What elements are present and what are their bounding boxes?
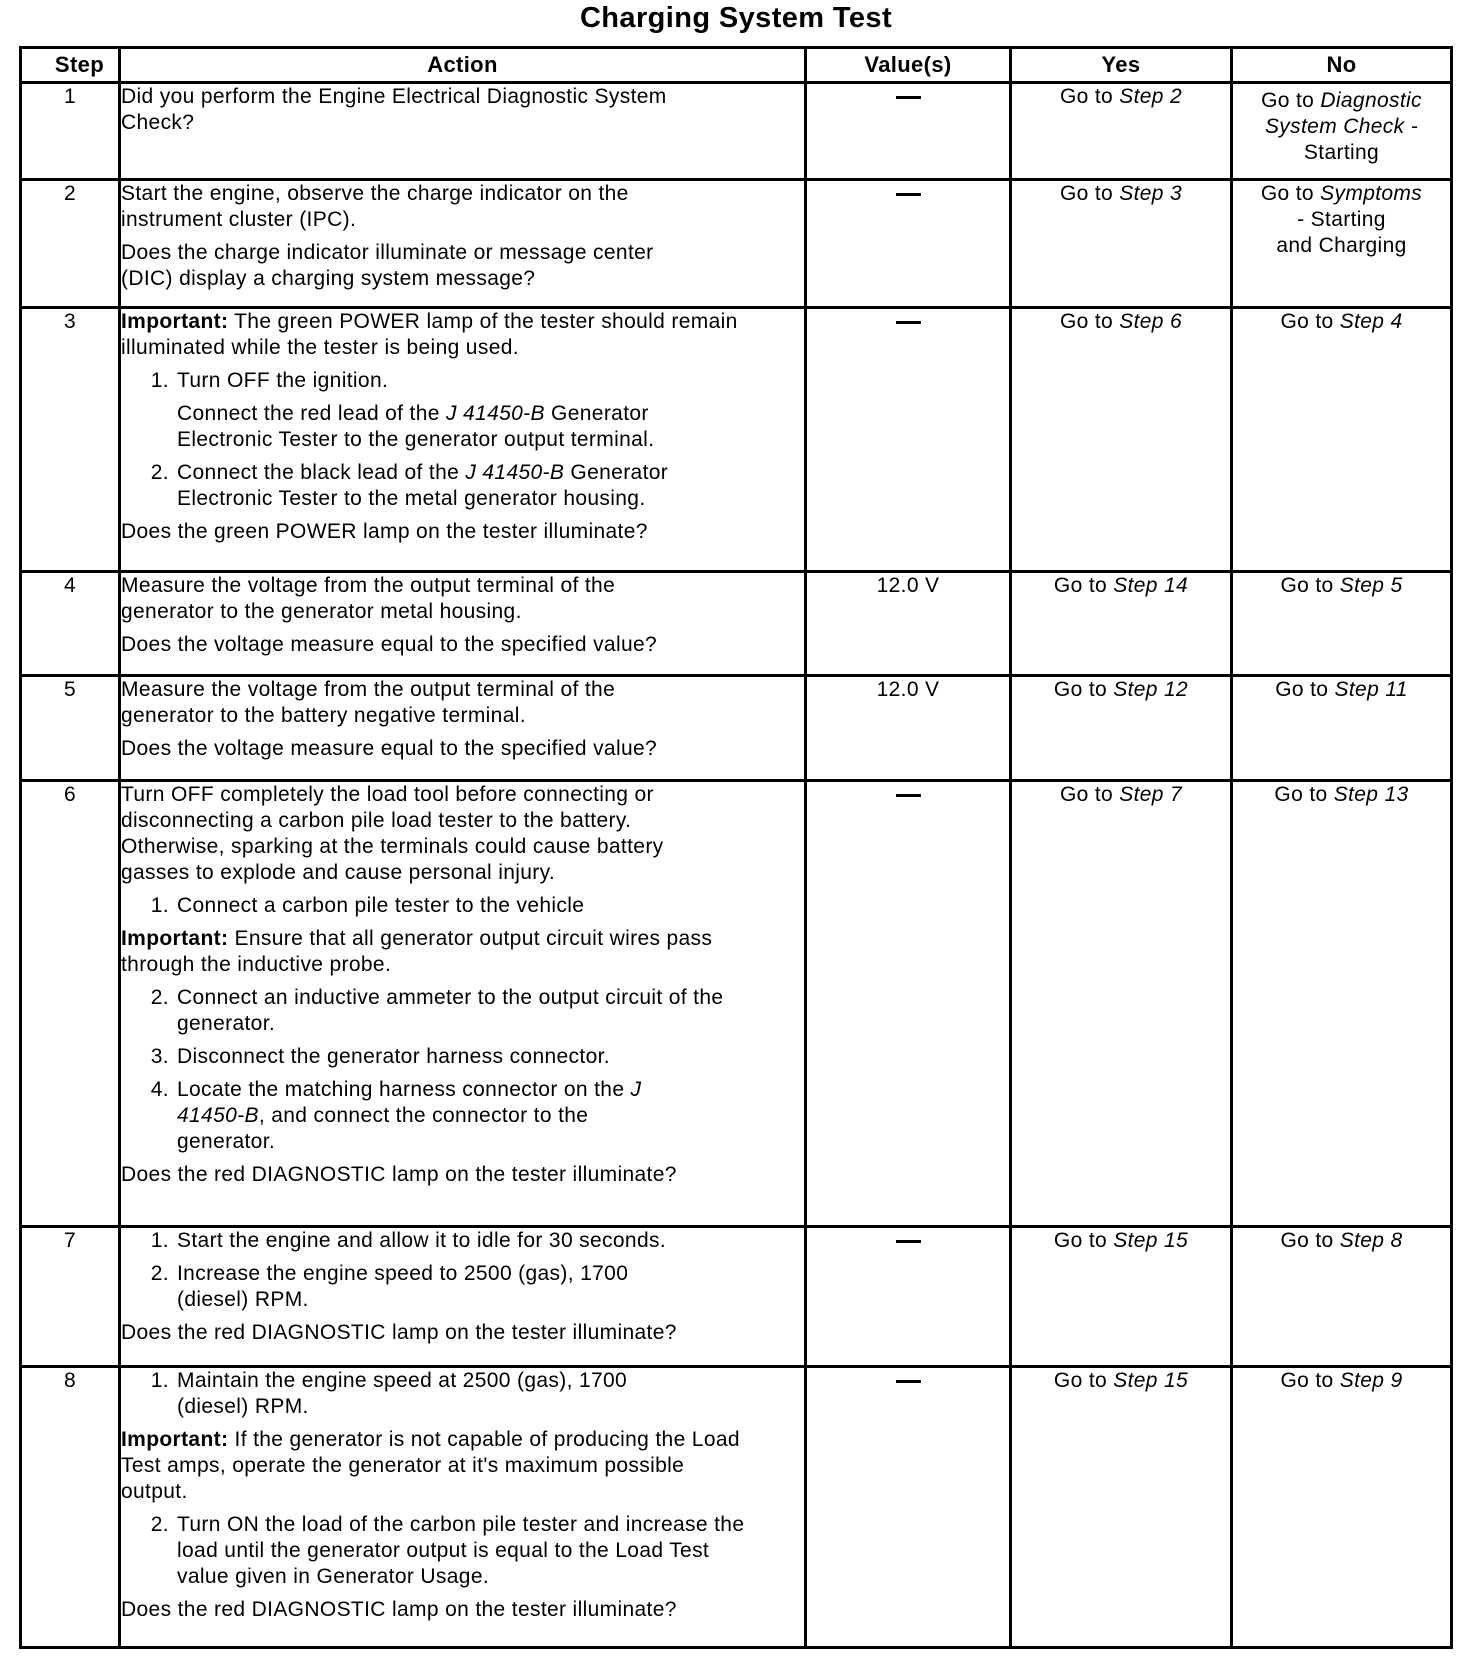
list-item — [121, 985, 804, 1037]
value-cell — [806, 1367, 1011, 1648]
important-label: Important: — [121, 927, 229, 950]
action-cell — [120, 83, 806, 180]
dash-icon — [896, 96, 921, 99]
yes-link[interactable]: Step 3 — [1119, 182, 1183, 205]
warning-text: Turn OFF completely the load tool before connecting or disconnecting a carbon pile load tester to the battery. Otherwise, sparking at the terminals could cause battery gasses to explode and cause personal injury. — [121, 783, 664, 884]
list-text: Start the engine and allow it to idle for 30 seconds. — [177, 1229, 667, 1252]
table-row — [21, 781, 1452, 1227]
action-text: Measure the voltage from the output terminal of the generator to the battery negative terminal. — [121, 678, 616, 727]
yes-prefix: Go to — [1059, 85, 1120, 108]
step-number: 4 — [21, 572, 120, 676]
list-item — [121, 1044, 804, 1070]
table-row — [21, 83, 1452, 180]
list-text: Turn OFF the ignition. — [177, 369, 389, 392]
yes-link[interactable]: Step 14 — [1113, 574, 1189, 597]
value-cell — [806, 180, 1011, 308]
step-number: 8 — [21, 1367, 120, 1648]
list-item — [121, 1077, 804, 1155]
important-note — [121, 309, 804, 361]
list-text: Disconnect the generator harness connector. — [177, 1045, 610, 1068]
list-text: Connect the black lead of the — [177, 461, 466, 484]
yes-prefix: Go to — [1053, 1369, 1114, 1392]
list-text: Connect an inductive ammeter to the output circuit of the generator. — [177, 986, 724, 1035]
yes-cell[interactable] — [1011, 180, 1232, 308]
header-values: Value(s) — [806, 48, 1011, 83]
yes-link[interactable]: Step 7 — [1119, 783, 1183, 806]
no-cell[interactable] — [1232, 676, 1452, 781]
action-cell — [120, 1367, 806, 1648]
action-question: Does the voltage measure equal to the specified value? — [121, 737, 658, 760]
yes-cell[interactable] — [1011, 572, 1232, 676]
no-link[interactable]: Diagnostic System Check - — [1264, 89, 1422, 138]
value-cell — [806, 308, 1011, 572]
list-number: 1. — [150, 894, 169, 917]
no-suffix-2: and Charging — [1276, 234, 1407, 257]
list-text: , and connect the connector to the generator. — [177, 1104, 589, 1153]
header-action: Action — [120, 48, 806, 83]
action-cell — [120, 1227, 806, 1367]
table-row — [21, 1227, 1452, 1367]
value-cell — [806, 1227, 1011, 1367]
dash-icon — [896, 193, 921, 196]
yes-link[interactable]: Step 6 — [1119, 310, 1183, 333]
list-text: Connect the red lead of the — [177, 402, 446, 425]
list-text-wrap — [177, 460, 737, 512]
no-prefix: Go to — [1280, 1369, 1340, 1392]
yes-prefix: Go to — [1059, 310, 1120, 333]
no-suffix: Starting — [1303, 141, 1380, 164]
important-text: Ensure that all generator output circuit wires pass through the inductive probe. — [121, 927, 713, 976]
no-prefix: Go to — [1261, 89, 1321, 112]
list-item — [121, 1228, 804, 1254]
dash-icon — [896, 794, 921, 797]
action-text: Did you perform the Engine Electrical Diagnostic System Check? — [121, 85, 667, 134]
list-text: Connect a carbon pile tester to the vehicle — [177, 894, 585, 917]
no-cell[interactable] — [1232, 572, 1452, 676]
important-label: Important: — [121, 1428, 229, 1451]
no-cell[interactable] — [1232, 1227, 1452, 1367]
action-question: Does the red DIAGNOSTIC lamp on the tester illuminate? — [121, 1163, 677, 1186]
value-cell — [806, 83, 1011, 180]
page-title: Charging System Test — [579, 2, 893, 34]
table-row — [21, 572, 1452, 676]
no-prefix: Go to — [1280, 1229, 1340, 1252]
list-number: 4. — [150, 1078, 169, 1101]
action-question: Does the green POWER lamp on the tester illuminate? — [121, 520, 648, 543]
list-text: Increase the engine speed to 2500 (gas), 1700 (diesel) RPM. — [177, 1262, 629, 1311]
list-number: 3. — [150, 1045, 169, 1068]
step-number: 2 — [21, 180, 120, 308]
yes-cell[interactable] — [1011, 83, 1232, 180]
header-step: Step — [21, 48, 120, 83]
list-number: 2. — [150, 461, 169, 484]
list-item — [121, 1261, 804, 1313]
no-link[interactable]: Step 5 — [1339, 574, 1403, 597]
list-item — [121, 893, 804, 919]
list-text: Maintain the engine speed at 2500 (gas), 1700 (diesel) RPM. — [177, 1369, 628, 1418]
action-text: Start the engine, observe the charge indicator on the instrument cluster (IPC). — [121, 182, 629, 231]
charging-system-test-table — [19, 46, 1453, 1649]
yes-cell[interactable] — [1011, 676, 1232, 781]
no-cell[interactable] — [1232, 180, 1452, 308]
yes-prefix: Go to — [1053, 678, 1114, 701]
list-text: Generator Electronic Tester to the metal generator housing. — [177, 461, 669, 510]
dash-icon — [896, 1380, 921, 1383]
action-question: Does the red DIAGNOSTIC lamp on the tester illuminate? — [121, 1598, 677, 1621]
yes-prefix: Go to — [1053, 1229, 1114, 1252]
action-question: Does the red DIAGNOSTIC lamp on the tester illuminate? — [121, 1321, 677, 1344]
header-row — [21, 48, 1452, 83]
list-text: Turn ON the load of the carbon pile tester and increase the load until the generator output is equal to the Load Test value given in Generator Usage. — [177, 1513, 745, 1588]
step-number: 5 — [21, 676, 120, 781]
important-note — [121, 926, 731, 978]
no-link[interactable]: Step 13 — [1333, 783, 1409, 806]
action-question: Does the charge indicator illuminate or message center (DIC) display a charging system message? — [121, 241, 654, 290]
dash-icon — [896, 321, 921, 324]
dash-icon — [896, 1240, 921, 1243]
action-question: Does the voltage measure equal to the specified value? — [121, 633, 658, 656]
yes-cell[interactable] — [1011, 308, 1232, 572]
yes-link[interactable]: Step 2 — [1119, 85, 1183, 108]
yes-cell[interactable] — [1011, 1367, 1232, 1648]
list-number: 1. — [150, 1369, 169, 1392]
step-number: 3 — [21, 308, 120, 572]
action-cell — [120, 676, 806, 781]
yes-cell[interactable] — [1011, 1227, 1232, 1367]
value-cell — [806, 781, 1011, 1227]
step-number: 7 — [21, 1227, 120, 1367]
no-prefix: Go to — [1280, 310, 1340, 333]
no-prefix: Go to — [1274, 783, 1334, 806]
no-cell[interactable] — [1232, 1367, 1452, 1648]
list-number: 1. — [150, 369, 169, 392]
yes-link[interactable]: Step 15 — [1113, 1229, 1189, 1252]
action-text: Measure the voltage from the output terminal of the generator to the generator metal housing. — [121, 574, 616, 623]
value-cell: 12.0 V — [806, 676, 1011, 781]
yes-link[interactable]: Step 15 — [1113, 1369, 1189, 1392]
list-number: 2. — [150, 986, 169, 1009]
list-item — [121, 368, 804, 394]
step-number: 6 — [21, 781, 120, 1227]
important-note — [121, 1427, 751, 1505]
list-item — [121, 1368, 804, 1420]
list-text: Locate the matching harness connector on the — [177, 1078, 631, 1101]
list-item — [121, 460, 804, 512]
yes-prefix: Go to — [1059, 182, 1120, 205]
yes-prefix: Go to — [1059, 783, 1120, 806]
list-text-wrap — [177, 1077, 677, 1155]
action-cell — [120, 781, 806, 1227]
action-cell — [120, 180, 806, 308]
no-suffix-1: - Starting — [1297, 208, 1386, 231]
table-row — [21, 676, 1452, 781]
no-link[interactable]: Step 9 — [1339, 1369, 1403, 1392]
important-text: The green POWER lamp of the tester should remain illuminated while the tester is being used. — [121, 310, 738, 359]
value-cell: 12.0 V — [806, 572, 1011, 676]
action-cell — [120, 572, 806, 676]
no-link[interactable]: Symptoms — [1320, 182, 1423, 205]
important-text: If the generator is not capable of producing the Load Test amps, operate the generator at it's maximum possible output. — [121, 1428, 740, 1503]
no-link[interactable]: Step 11 — [1334, 678, 1408, 701]
list-item — [121, 1512, 804, 1590]
tool-reference: J 41450-B — [445, 402, 545, 425]
table-row — [21, 308, 1452, 572]
yes-link[interactable]: Step 12 — [1113, 678, 1189, 701]
list-number: 1. — [150, 1229, 169, 1252]
tool-reference: J 41450-B — [465, 461, 565, 484]
no-cell[interactable] — [1232, 781, 1452, 1227]
header-yes: Yes — [1011, 48, 1232, 83]
table-row — [21, 180, 1452, 308]
action-cell — [120, 308, 806, 572]
list-text: Generator Electronic Tester to the generator output terminal. — [177, 402, 655, 451]
no-prefix: Go to — [1275, 678, 1335, 701]
important-label: Important: — [121, 310, 229, 333]
step-number: 1 — [21, 83, 120, 180]
no-cell[interactable] — [1232, 83, 1452, 180]
no-link[interactable]: Step 8 — [1339, 1229, 1403, 1252]
no-link[interactable]: Step 4 — [1339, 310, 1403, 333]
yes-prefix: Go to — [1053, 574, 1114, 597]
table-row — [21, 1367, 1452, 1648]
yes-cell[interactable] — [1011, 781, 1232, 1227]
no-prefix: Go to — [1260, 182, 1321, 205]
list-number: 2. — [150, 1513, 169, 1536]
tool-reference: J 41450-B — [177, 1078, 642, 1127]
no-prefix: Go to — [1280, 574, 1340, 597]
list-continuation — [177, 401, 737, 453]
list-number: 2. — [150, 1262, 169, 1285]
header-no: No — [1232, 48, 1452, 83]
no-cell[interactable] — [1232, 308, 1452, 572]
